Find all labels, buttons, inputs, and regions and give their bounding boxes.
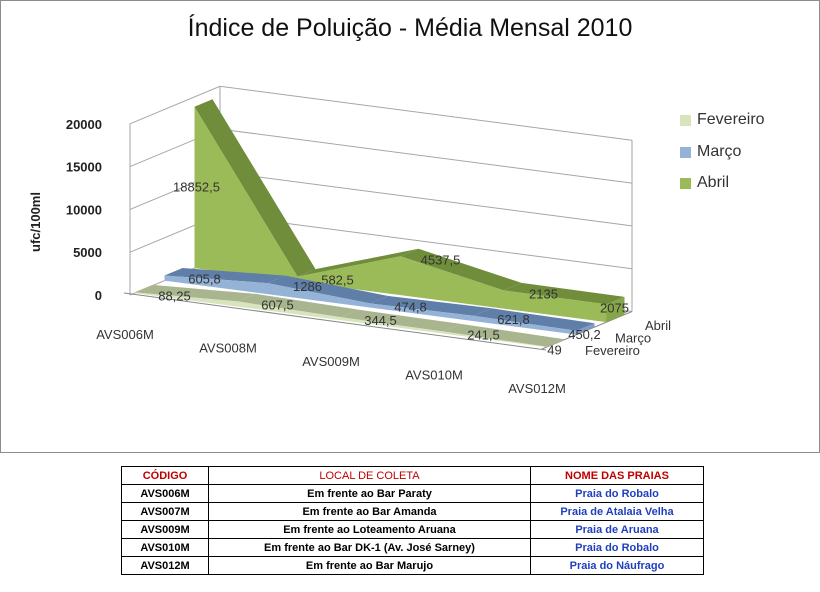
legend-swatch-abril — [680, 178, 691, 189]
data-label: 607,5 — [261, 297, 294, 313]
table-row — [122, 503, 704, 521]
y-axis-title: ufc/100ml — [28, 192, 43, 252]
data-label: 621,8 — [497, 311, 530, 327]
legend-swatch-fevereiro — [680, 115, 691, 126]
table-row — [122, 521, 704, 539]
x-tick-label: AVS008M — [199, 340, 257, 356]
chart-title: Índice de Poluição - Média Mensal 2010 — [187, 14, 633, 42]
legend-label-fevereiro: Fevereiro — [697, 111, 765, 128]
cell-praia: Praia do Robalo — [531, 539, 704, 557]
header-local: LOCAL DE COLETA — [209, 467, 531, 485]
table-row — [122, 539, 704, 557]
data-label: 18852,5 — [173, 179, 220, 195]
data-label: 2075 — [600, 300, 629, 316]
data-label: 2135 — [529, 286, 558, 302]
cell-codigo: AVS007M — [122, 503, 209, 521]
series-axis-label: Março — [615, 330, 652, 346]
data-label: 474,8 — [394, 299, 427, 315]
data-label: 4537,5 — [420, 252, 461, 268]
table-row — [122, 485, 704, 503]
table-header-row — [122, 467, 704, 485]
x-tick-label: AVS012M — [508, 381, 566, 396]
data-label: 241,5 — [467, 327, 500, 343]
header-codigo: CÓDIGO — [122, 467, 209, 485]
x-tick-label: AVS006M — [96, 327, 154, 342]
cell-codigo: AVS006M — [122, 485, 209, 503]
cell-local: Em frente ao Bar Amanda — [209, 503, 531, 521]
header-praia: NOME DAS PRAIAS — [531, 467, 704, 485]
y-tick-label: 0 — [94, 288, 102, 303]
legend-item-abril — [680, 172, 729, 194]
data-label: 344,5 — [364, 313, 397, 329]
data-label: 49 — [547, 342, 562, 358]
cell-praia: Praia de Aruana — [531, 521, 704, 539]
cell-local: Em frente ao Loteamento Aruana — [209, 521, 531, 539]
cell-praia: Praia do Robalo — [531, 485, 704, 503]
cell-codigo: AVS009M — [122, 521, 209, 539]
legend-item-marco — [680, 141, 741, 163]
data-label: 450,2 — [568, 326, 601, 342]
cell-praia: Praia do Náufrago — [531, 557, 704, 575]
series-axis-label: Fevereiro — [585, 342, 640, 358]
data-label: 605,8 — [188, 271, 221, 287]
cell-codigo: AVS012M — [122, 557, 209, 575]
cell-codigo: AVS010M — [122, 539, 209, 557]
y-tick-label: 15000 — [65, 159, 102, 175]
legend-swatch-marco — [680, 147, 691, 158]
cell-local: Em frente ao Bar Paraty — [209, 485, 531, 503]
legend-label-abril: Abril — [697, 174, 730, 191]
location-table — [121, 466, 704, 575]
legend-item-fevereiro — [680, 109, 765, 131]
y-tick-label: 5000 — [73, 245, 102, 261]
x-tick-label: AVS009M — [302, 354, 360, 369]
data-label: 88,25 — [158, 288, 191, 304]
y-tick-label: 20000 — [65, 116, 102, 132]
legend-label-marco: Março — [697, 143, 742, 160]
cell-praia: Praia de Atalaia Velha — [531, 503, 704, 521]
data-label: 582,5 — [321, 272, 354, 288]
cell-local: Em frente ao Bar Marujo — [209, 557, 531, 575]
table-row — [122, 557, 704, 575]
series-axis-label: Abril — [645, 317, 672, 333]
y-tick-label: 10000 — [65, 202, 102, 218]
x-tick-label: AVS010M — [405, 367, 463, 383]
data-label: 1286 — [293, 279, 322, 295]
cell-local: Em frente ao Bar DK-1 (Av. José Sarney) — [209, 539, 531, 557]
